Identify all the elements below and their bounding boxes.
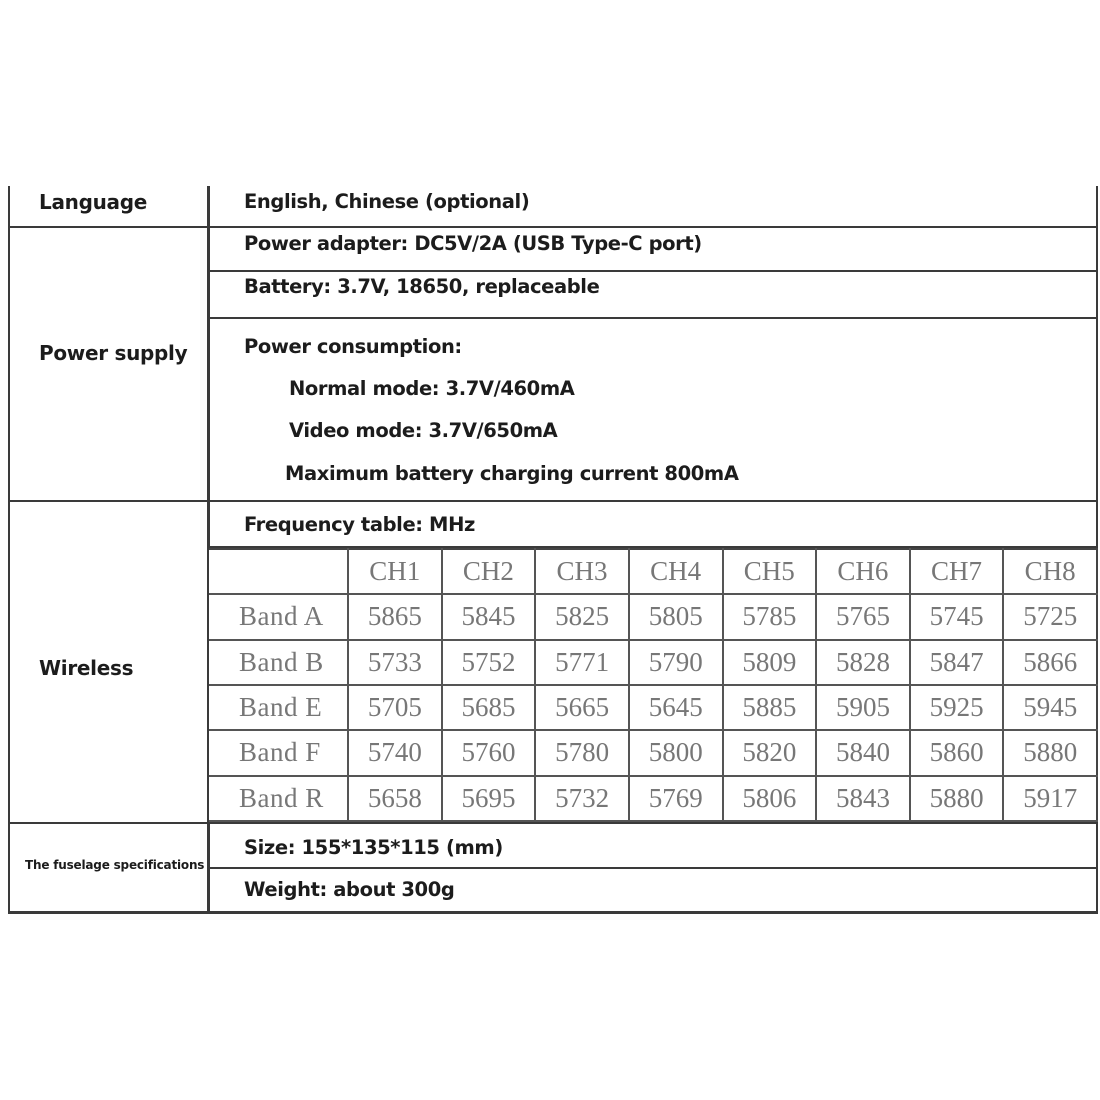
table-row [209,594,1097,639]
frequency-cell: 5780 [535,730,629,775]
frequency-cell: 5745 [910,594,1004,639]
frequency-cell: 5806 [723,776,817,821]
frequency-cell: 5705 [348,685,442,730]
frequency-cell: 5725 [1003,594,1097,639]
frequency-cell: 5825 [535,594,629,639]
frequency-cell: 5790 [629,640,723,685]
channel-header: CH4 [629,549,723,594]
left-border [8,186,10,914]
size-value: Size: 155*135*115 (mm) [244,836,503,859]
channel-header: CH6 [816,549,910,594]
language-label: Language [39,190,148,214]
band-label: Band A [209,594,348,639]
frequency-cell: 5771 [535,640,629,685]
bottom-border [8,911,1098,914]
corner-cell [209,549,348,594]
frequency-cell: 5845 [442,594,536,639]
frequency-header-row [209,549,1097,594]
frequency-cell: 5820 [723,730,817,775]
row-divider-power [8,500,1098,502]
frequency-cell: 5945 [1003,685,1097,730]
frequency-cell: 5880 [910,776,1004,821]
power-supply-label: Power supply [39,341,188,365]
band-label: Band B [209,640,348,685]
frequency-cell: 5740 [348,730,442,775]
frequency-table [209,548,1098,822]
frequency-cell: 5769 [629,776,723,821]
frequency-cell: 5752 [442,640,536,685]
frequency-cell: 5760 [442,730,536,775]
wireless-label: Wireless [39,656,134,680]
frequency-cell: 5665 [535,685,629,730]
channel-header: CH1 [348,549,442,594]
frequency-cell: 5925 [910,685,1004,730]
row-divider-wireless [8,822,1098,824]
frequency-cell: 5865 [348,594,442,639]
frequency-cell: 5847 [910,640,1004,685]
table-row [209,685,1097,730]
table-row [209,776,1097,821]
band-label: Band E [209,685,348,730]
fuselage-specifications-label: The fuselage specifications [25,858,205,872]
channel-header: CH3 [535,549,629,594]
frequency-cell: 5800 [629,730,723,775]
frequency-cell: 5917 [1003,776,1097,821]
video-mode-value: Video mode: 3.7V/650mA [289,419,558,442]
row-divider-language [8,226,1098,228]
row-divider-battery [209,317,1098,319]
frequency-cell: 5809 [723,640,817,685]
frequency-cell: 5828 [816,640,910,685]
power-consumption-title: Power consumption: [244,335,462,358]
frequency-cell: 5880 [1003,730,1097,775]
spec-table [8,186,1098,914]
frequency-cell: 5866 [1003,640,1097,685]
frequency-cell: 5732 [535,776,629,821]
row-divider-size [209,867,1098,869]
channel-header: CH5 [723,549,817,594]
charging-current-value: Maximum battery charging current 800mA [285,462,739,485]
frequency-cell: 5785 [723,594,817,639]
frequency-cell: 5733 [348,640,442,685]
frequency-cell: 5765 [816,594,910,639]
language-value: English, Chinese (optional) [244,190,530,213]
band-label: Band R [209,776,348,821]
table-row [209,730,1097,775]
frequency-table-title: Frequency table: MHz [244,513,475,536]
frequency-cell: 5695 [442,776,536,821]
normal-mode-value: Normal mode: 3.7V/460mA [289,377,575,400]
frequency-cell: 5885 [723,685,817,730]
weight-value: Weight: about 300g [244,878,455,901]
frequency-cell: 5840 [816,730,910,775]
band-label: Band F [209,730,348,775]
frequency-cell: 5685 [442,685,536,730]
frequency-cell: 5658 [348,776,442,821]
frequency-cell: 5860 [910,730,1004,775]
frequency-cell: 5645 [629,685,723,730]
channel-header: CH7 [910,549,1004,594]
frequency-cell: 5805 [629,594,723,639]
channel-header: CH2 [442,549,536,594]
battery-value: Battery: 3.7V, 18650, replaceable [244,275,600,298]
frequency-cell: 5843 [816,776,910,821]
channel-header: CH8 [1003,549,1097,594]
table-row [209,640,1097,685]
power-adapter-value: Power adapter: DC5V/2A (USB Type-C port) [244,232,702,255]
frequency-cell: 5905 [816,685,910,730]
row-divider-adapter [209,270,1098,272]
